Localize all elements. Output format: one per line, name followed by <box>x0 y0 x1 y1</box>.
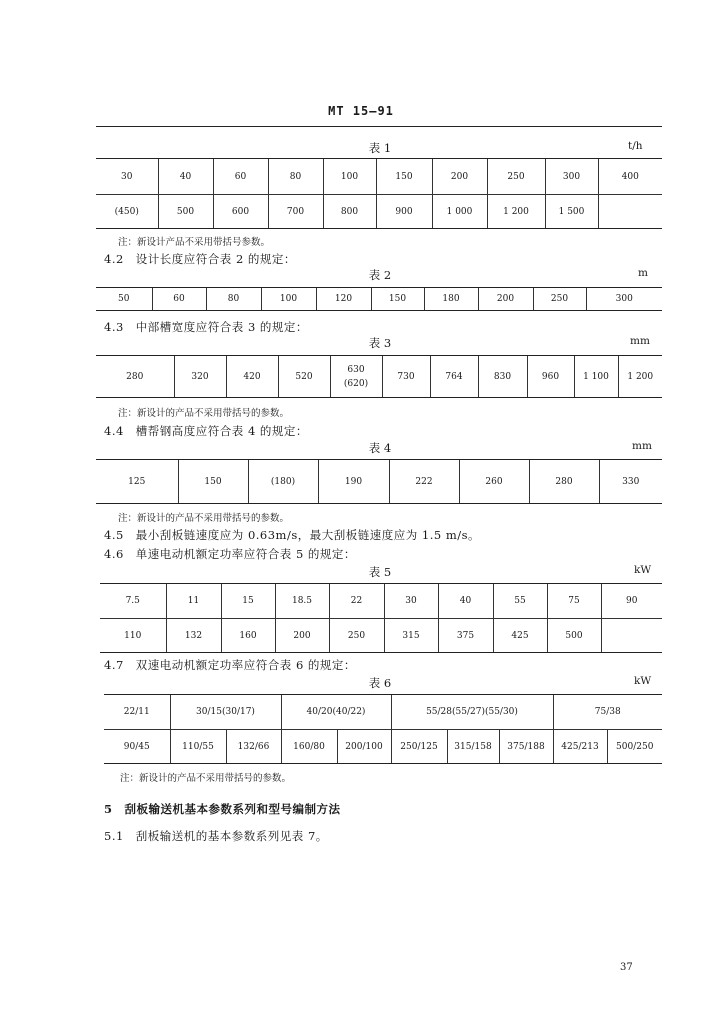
table-cell: 500 <box>158 195 213 229</box>
table4-unit: mm <box>632 440 652 452</box>
section-4-2: 4.2 设计长度应符合表 2 的规定： <box>104 252 296 266</box>
table5-row2 <box>100 619 662 653</box>
table-cell-line: 630 <box>347 364 365 375</box>
table2-row1 <box>96 288 662 311</box>
table-cell: 60 <box>152 288 206 311</box>
table-cell: 150 <box>178 460 248 504</box>
table-cell: 375/188 <box>499 730 553 764</box>
section-4-3: 4.3 中部槽宽度应符合表 3 的规定： <box>104 320 308 334</box>
table-cell: 50 <box>96 288 152 311</box>
table2-caption: 表 2 <box>368 268 392 282</box>
table-cell: 200/100 <box>337 730 391 764</box>
table-cell: 500/250 <box>607 730 662 764</box>
table-cell: 100 <box>261 288 316 311</box>
table-cell: 960 <box>527 356 574 398</box>
table-cell: 1 500 <box>545 195 598 229</box>
table6-row2 <box>104 730 662 764</box>
table-cell: 1 100 <box>574 356 618 398</box>
table-cell: 22 <box>329 584 384 619</box>
table-cell: 280 <box>96 356 174 398</box>
table6 <box>104 694 662 764</box>
table-cell: 160 <box>221 619 275 653</box>
table-cell: 600 <box>213 195 268 229</box>
table-cell: 425/213 <box>553 730 607 764</box>
table3-caption: 表 3 <box>368 336 392 350</box>
table-cell: 160/80 <box>281 730 337 764</box>
table-cell: 7.5 <box>100 584 166 619</box>
table-cell: 1 200 <box>618 356 662 398</box>
table-cell: 18.5 <box>275 584 329 619</box>
table-cell: 30 <box>96 159 158 195</box>
table1-row1 <box>96 159 662 195</box>
section-5-1: 5.1 刮板输送机的基本参数系列见表 7。 <box>104 829 328 843</box>
table-cell: 700 <box>268 195 323 229</box>
table-cell: 40 <box>438 584 493 619</box>
table-cell: 11 <box>166 584 221 619</box>
table-cell: 200 <box>275 619 329 653</box>
table-cell: 420 <box>226 356 278 398</box>
table-cell: 60 <box>213 159 268 195</box>
table-cell: 900 <box>376 195 432 229</box>
table5-caption: 表 5 <box>368 565 392 579</box>
table-cell: 190 <box>318 460 389 504</box>
table4-note: 注：新设计的产品不采用带括号的参数。 <box>118 513 290 524</box>
table6-caption: 表 6 <box>368 676 392 690</box>
table-cell: 200 <box>432 159 487 195</box>
table-cell: 300 <box>545 159 598 195</box>
table5-row1 <box>100 584 662 619</box>
table-cell: 150 <box>376 159 432 195</box>
table-cell: 180 <box>424 288 478 311</box>
table-cell <box>601 619 662 653</box>
table1-unit: t/h <box>628 140 643 152</box>
table-cell: 75 <box>547 584 601 619</box>
table-cell: 40 <box>158 159 213 195</box>
table-cell: 200 <box>478 288 533 311</box>
table-cell: 110 <box>100 619 166 653</box>
table1-row2 <box>96 195 662 229</box>
table-cell: 425 <box>493 619 547 653</box>
table-cell: 250/125 <box>391 730 447 764</box>
table1 <box>96 158 662 229</box>
table-cell: 100 <box>323 159 376 195</box>
table-cell: 55 <box>493 584 547 619</box>
table-cell: 520 <box>278 356 330 398</box>
table-cell <box>598 195 662 229</box>
table-cell: 40/20(40/22) <box>281 695 391 730</box>
table5-unit: kW <box>634 564 652 576</box>
table1-caption: 表 1 <box>368 141 392 155</box>
table-cell: 375 <box>438 619 493 653</box>
section-4-6: 4.6 单速电动机额定功率应符合表 5 的规定： <box>104 547 356 561</box>
table-cell: 315 <box>384 619 438 653</box>
table-cell: 120 <box>316 288 371 311</box>
table-cell: 500 <box>547 619 601 653</box>
table-cell: 22/11 <box>104 695 170 730</box>
table4-row1 <box>96 460 662 504</box>
table-cell: 800 <box>323 195 376 229</box>
section-4-4: 4.4 槽帮钢高度应符合表 4 的规定： <box>104 424 308 438</box>
section-4-5: 4.5 最小刮板链速度应为 0.63m/s，最大刮板链速度应为 1.5 m/s。 <box>104 528 481 542</box>
table-cell: 80 <box>268 159 323 195</box>
table-cell: (450) <box>96 195 158 229</box>
table-cell: 30 <box>384 584 438 619</box>
table-cell: 730 <box>382 356 430 398</box>
table6-note: 注：新设计的产品不采用带括号的参数。 <box>120 773 292 784</box>
table-cell: 250 <box>533 288 586 311</box>
table-cell: 125 <box>96 460 178 504</box>
table-cell: 280 <box>529 460 599 504</box>
section-4-7: 4.7 双速电动机额定功率应符合表 6 的规定： <box>104 658 356 672</box>
table-cell: 320 <box>174 356 226 398</box>
table-cell: 250 <box>329 619 384 653</box>
section-5-heading: 5 刮板输送机基本参数系列和型号编制方法 <box>104 802 341 816</box>
table-cell: (180) <box>248 460 318 504</box>
table-cell: 90/45 <box>104 730 170 764</box>
header-rule <box>96 126 662 127</box>
table-cell: 15 <box>221 584 275 619</box>
table-cell: 1 000 <box>432 195 487 229</box>
table4-caption: 表 4 <box>368 441 392 455</box>
table-cell: 400 <box>598 159 662 195</box>
table2-unit: m <box>638 267 648 279</box>
table-cell: 830 <box>478 356 527 398</box>
table-cell: 330 <box>599 460 662 504</box>
table3-row1 <box>96 356 662 398</box>
table2 <box>96 287 662 311</box>
table1-note: 注：新设计产品不采用带括号参数。 <box>118 237 271 248</box>
table-cell: 90 <box>601 584 662 619</box>
table-cell: 75/38 <box>553 695 662 730</box>
table-cell: 150 <box>371 288 424 311</box>
table-cell: 30/15(30/17) <box>170 695 281 730</box>
table5 <box>100 583 662 653</box>
table-cell: 764 <box>430 356 478 398</box>
document-header: MT 15—91 <box>328 104 394 118</box>
table3-unit: mm <box>630 335 650 347</box>
table-cell: 222 <box>389 460 459 504</box>
table-cell: 300 <box>586 288 662 311</box>
table-cell: 110/55 <box>170 730 226 764</box>
table6-unit: kW <box>634 675 652 687</box>
table3 <box>96 355 662 398</box>
table-cell: 132 <box>166 619 221 653</box>
table4 <box>96 459 662 504</box>
table-cell-line: (620) <box>343 378 369 389</box>
table3-note: 注：新设计的产品不采用带括号的参数。 <box>118 408 290 419</box>
table-cell: 80 <box>206 288 261 311</box>
table-cell-stacked <box>330 356 382 398</box>
table-cell: 260 <box>459 460 529 504</box>
table-cell: 55/28(55/27)(55/30) <box>391 695 553 730</box>
table-cell: 1 200 <box>487 195 545 229</box>
page-number: 37 <box>620 962 633 973</box>
table-cell: 250 <box>487 159 545 195</box>
table-cell: 132/66 <box>226 730 281 764</box>
table6-row1 <box>104 695 662 730</box>
table-cell: 315/158 <box>447 730 499 764</box>
